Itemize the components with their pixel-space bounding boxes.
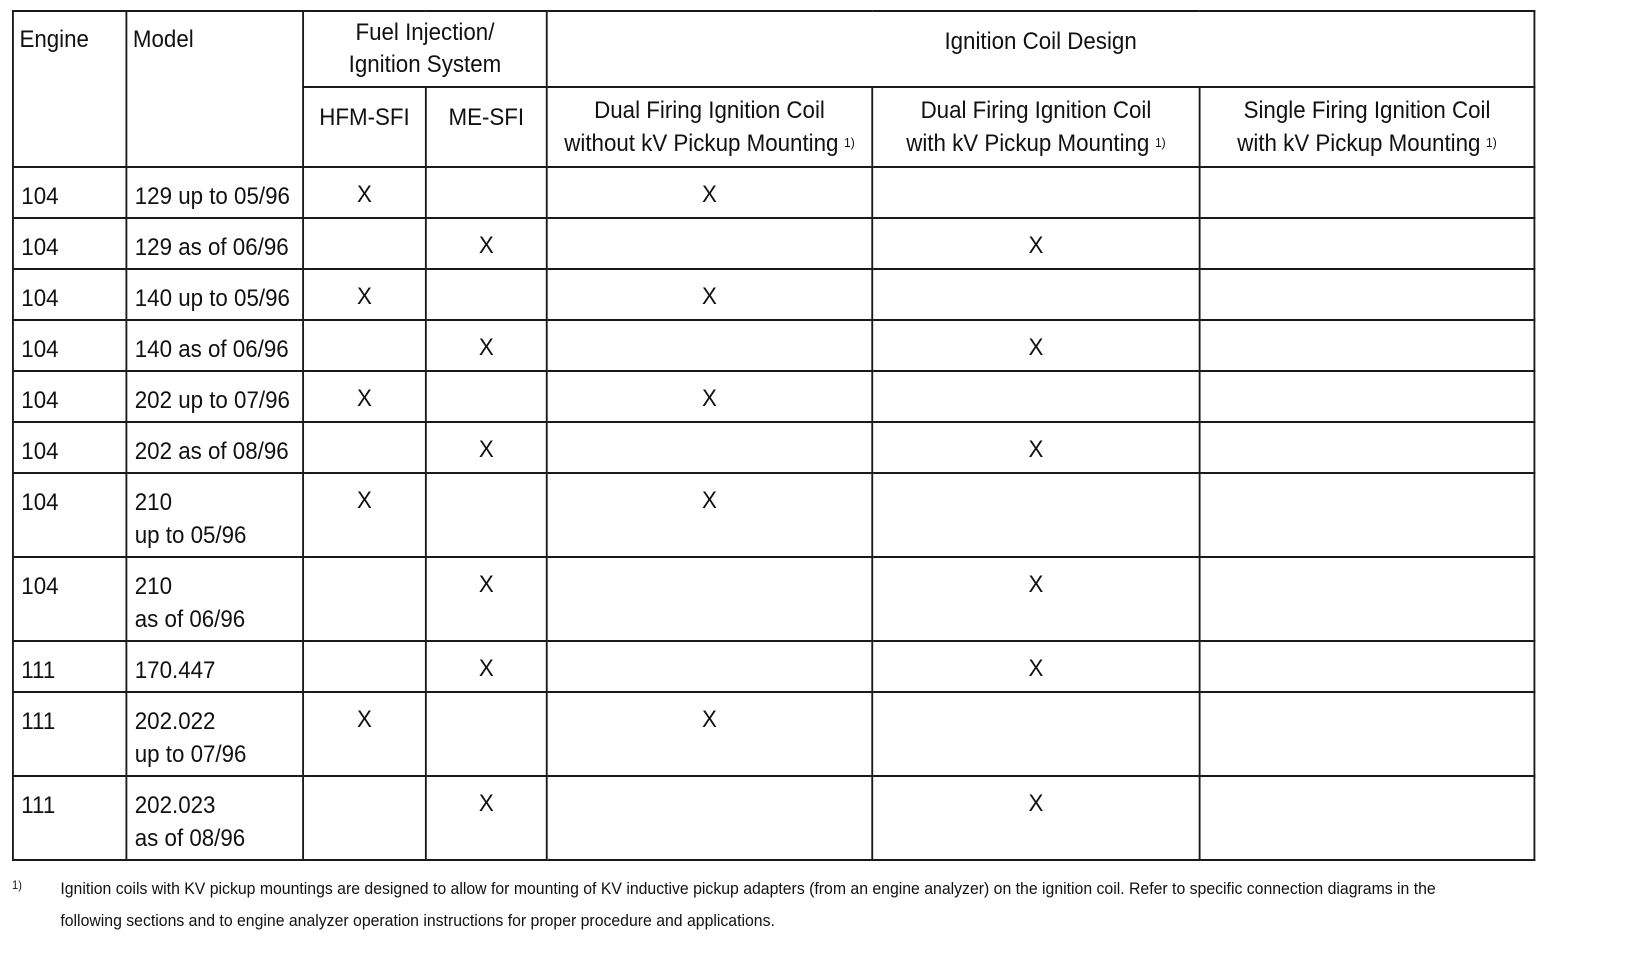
cell-model-line: 129 up to 05/96 bbox=[134, 183, 290, 210]
cell-me-sfi bbox=[426, 371, 547, 422]
cell-model-line: 170.447 bbox=[134, 657, 216, 684]
cell-me-sfi bbox=[426, 167, 547, 218]
cell-me-sfi: X bbox=[426, 641, 547, 692]
cell-model-line: 210 bbox=[134, 489, 173, 516]
cell-coil-dual-without-kv: X bbox=[547, 473, 873, 557]
cell-coil-single-with-kv bbox=[1200, 320, 1535, 371]
cell-coil-single-with-kv bbox=[1200, 371, 1535, 422]
cell-coil-dual-with-kv bbox=[872, 692, 1199, 776]
cell-coil-dual-with-kv: X bbox=[872, 557, 1199, 641]
cell-hfm-sfi: X bbox=[303, 371, 426, 422]
cell-hfm-sfi bbox=[303, 557, 426, 641]
cell-model bbox=[126, 776, 303, 860]
cell-me-sfi bbox=[426, 473, 547, 557]
footnote-text: Ignition coils with KV pickup mountings are designed to allow for mounting of KV inductive pickup adapters (from an engine analyzer) on the ignition coil. Refer to specific connection diagrams in the following sections and to engine analyzer operation instructions for proper procedure and applications. bbox=[60, 879, 1436, 930]
cell-me-sfi: X bbox=[426, 320, 547, 371]
table-row bbox=[13, 218, 1534, 269]
cell-coil-dual-without-kv bbox=[547, 218, 873, 269]
cell-model-line: up to 05/96 bbox=[134, 522, 247, 549]
cell-coil-dual-with-kv bbox=[872, 167, 1199, 218]
footnote bbox=[12, 873, 1491, 937]
table-row bbox=[13, 320, 1534, 371]
header-coil2-line-2-text: with kV Pickup Mounting bbox=[906, 129, 1150, 157]
cell-model bbox=[126, 473, 303, 557]
header-engine: Engine bbox=[13, 11, 126, 167]
cell-model-line: 202 as of 08/96 bbox=[134, 438, 289, 465]
header-coil3-line-1: Single Firing Ignition Coil bbox=[1243, 96, 1491, 124]
cell-hfm-sfi bbox=[303, 776, 426, 860]
cell-coil-single-with-kv bbox=[1200, 641, 1535, 692]
header-coil-dual-with-kv bbox=[872, 87, 1199, 167]
cell-engine: 104 bbox=[13, 371, 126, 422]
footnote-ref: 1) bbox=[1486, 134, 1497, 150]
cell-me-sfi bbox=[426, 269, 547, 320]
cell-model-line: as of 06/96 bbox=[134, 606, 246, 633]
header-fuel-injection-group bbox=[303, 11, 547, 87]
cell-model-line: 129 as of 06/96 bbox=[134, 234, 289, 261]
cell-me-sfi: X bbox=[426, 422, 547, 473]
cell-coil-dual-with-kv: X bbox=[872, 320, 1199, 371]
footnote-marker: 1) bbox=[12, 878, 22, 892]
cell-model bbox=[126, 557, 303, 641]
header-coil3-line-2 bbox=[1201, 127, 1534, 160]
cell-model bbox=[126, 320, 303, 371]
cell-coil-dual-with-kv: X bbox=[872, 641, 1199, 692]
cell-hfm-sfi: X bbox=[303, 167, 426, 218]
cell-coil-dual-without-kv: X bbox=[547, 269, 873, 320]
footnote-ref: 1) bbox=[844, 134, 855, 150]
cell-model bbox=[126, 422, 303, 473]
cell-hfm-sfi bbox=[303, 218, 426, 269]
header-coil1-line-2-text: without kV Pickup Mounting bbox=[564, 129, 839, 157]
header-me-sfi: ME-SFI bbox=[426, 87, 547, 167]
cell-engine: 104 bbox=[13, 473, 126, 557]
header-coil2-line-2 bbox=[873, 127, 1199, 160]
cell-engine: 104 bbox=[13, 167, 126, 218]
cell-coil-single-with-kv bbox=[1200, 692, 1535, 776]
cell-model bbox=[126, 167, 303, 218]
cell-model bbox=[126, 641, 303, 692]
cell-model bbox=[126, 269, 303, 320]
cell-coil-dual-with-kv: X bbox=[872, 218, 1199, 269]
cell-model-line: 140 up to 05/96 bbox=[134, 285, 290, 312]
cell-model-line: 140 as of 06/96 bbox=[134, 336, 289, 363]
cell-coil-dual-without-kv: X bbox=[547, 371, 873, 422]
cell-engine: 111 bbox=[13, 641, 126, 692]
header-coil-single-with-kv bbox=[1200, 87, 1535, 167]
cell-coil-dual-without-kv bbox=[547, 641, 873, 692]
header-coil3-line-2-text: with kV Pickup Mounting bbox=[1237, 129, 1481, 157]
cell-engine: 104 bbox=[13, 269, 126, 320]
cell-hfm-sfi bbox=[303, 320, 426, 371]
cell-engine: 104 bbox=[13, 422, 126, 473]
header-coil1-line-1: Dual Firing Ignition Coil bbox=[594, 96, 825, 124]
cell-coil-single-with-kv bbox=[1200, 218, 1535, 269]
header-fuel-line-1: Fuel Injection/ bbox=[355, 19, 495, 46]
table-row bbox=[13, 692, 1534, 776]
cell-model bbox=[126, 218, 303, 269]
cell-coil-dual-without-kv bbox=[547, 422, 873, 473]
cell-hfm-sfi bbox=[303, 422, 426, 473]
cell-coil-dual-without-kv: X bbox=[547, 167, 873, 218]
table-row bbox=[13, 269, 1534, 320]
cell-coil-dual-without-kv bbox=[547, 320, 873, 371]
cell-engine: 111 bbox=[13, 776, 126, 860]
cell-engine: 104 bbox=[13, 320, 126, 371]
cell-coil-single-with-kv bbox=[1200, 422, 1535, 473]
cell-model bbox=[126, 692, 303, 776]
cell-me-sfi: X bbox=[426, 776, 547, 860]
cell-hfm-sfi bbox=[303, 641, 426, 692]
header-hfm-sfi: HFM-SFI bbox=[303, 87, 426, 167]
cell-me-sfi: X bbox=[426, 218, 547, 269]
cell-hfm-sfi: X bbox=[303, 692, 426, 776]
cell-engine: 111 bbox=[13, 692, 126, 776]
cell-coil-single-with-kv bbox=[1200, 473, 1535, 557]
cell-coil-single-with-kv bbox=[1200, 557, 1535, 641]
ignition-coil-table bbox=[12, 10, 1535, 861]
cell-engine: 104 bbox=[13, 218, 126, 269]
cell-model-line: up to 07/96 bbox=[134, 741, 247, 768]
header-fuel-line-2: Ignition System bbox=[348, 51, 502, 78]
cell-model-line: 210 bbox=[134, 573, 173, 600]
header-ignition-coil-group: Ignition Coil Design bbox=[547, 11, 1535, 87]
table-row bbox=[13, 557, 1534, 641]
cell-coil-dual-with-kv bbox=[872, 371, 1199, 422]
cell-coil-dual-without-kv bbox=[547, 776, 873, 860]
cell-hfm-sfi: X bbox=[303, 269, 426, 320]
header-coil2-line-1: Dual Firing Ignition Coil bbox=[920, 96, 1152, 124]
cell-engine: 104 bbox=[13, 557, 126, 641]
cell-coil-dual-without-kv: X bbox=[547, 692, 873, 776]
table-row bbox=[13, 641, 1534, 692]
header-model: Model bbox=[126, 11, 303, 167]
cell-model-line: 202.023 bbox=[134, 792, 216, 819]
cell-model-line: as of 08/96 bbox=[134, 825, 246, 852]
header-coil1-line-2 bbox=[548, 127, 872, 160]
cell-coil-single-with-kv bbox=[1200, 167, 1535, 218]
ignition-coil-table-sheet bbox=[12, 10, 1550, 861]
cell-model-line: 202 up to 07/96 bbox=[134, 387, 290, 414]
cell-coil-dual-with-kv bbox=[872, 269, 1199, 320]
cell-model bbox=[126, 371, 303, 422]
cell-me-sfi bbox=[426, 692, 547, 776]
cell-coil-single-with-kv bbox=[1200, 269, 1535, 320]
cell-coil-dual-with-kv: X bbox=[872, 776, 1199, 860]
cell-coil-single-with-kv bbox=[1200, 776, 1535, 860]
footnote-ref: 1) bbox=[1154, 134, 1166, 150]
cell-coil-dual-with-kv bbox=[872, 473, 1199, 557]
header-coil-dual-without-kv bbox=[547, 87, 873, 167]
table-row bbox=[13, 776, 1534, 860]
cell-hfm-sfi: X bbox=[303, 473, 426, 557]
table-row bbox=[13, 371, 1534, 422]
table-row bbox=[13, 422, 1534, 473]
cell-model-line: 202.022 bbox=[134, 708, 216, 735]
header-row-top bbox=[13, 11, 1534, 87]
cell-coil-dual-without-kv bbox=[547, 557, 873, 641]
cell-coil-dual-with-kv: X bbox=[872, 422, 1199, 473]
table-row bbox=[13, 167, 1534, 218]
table-row bbox=[13, 473, 1534, 557]
cell-me-sfi: X bbox=[426, 557, 547, 641]
